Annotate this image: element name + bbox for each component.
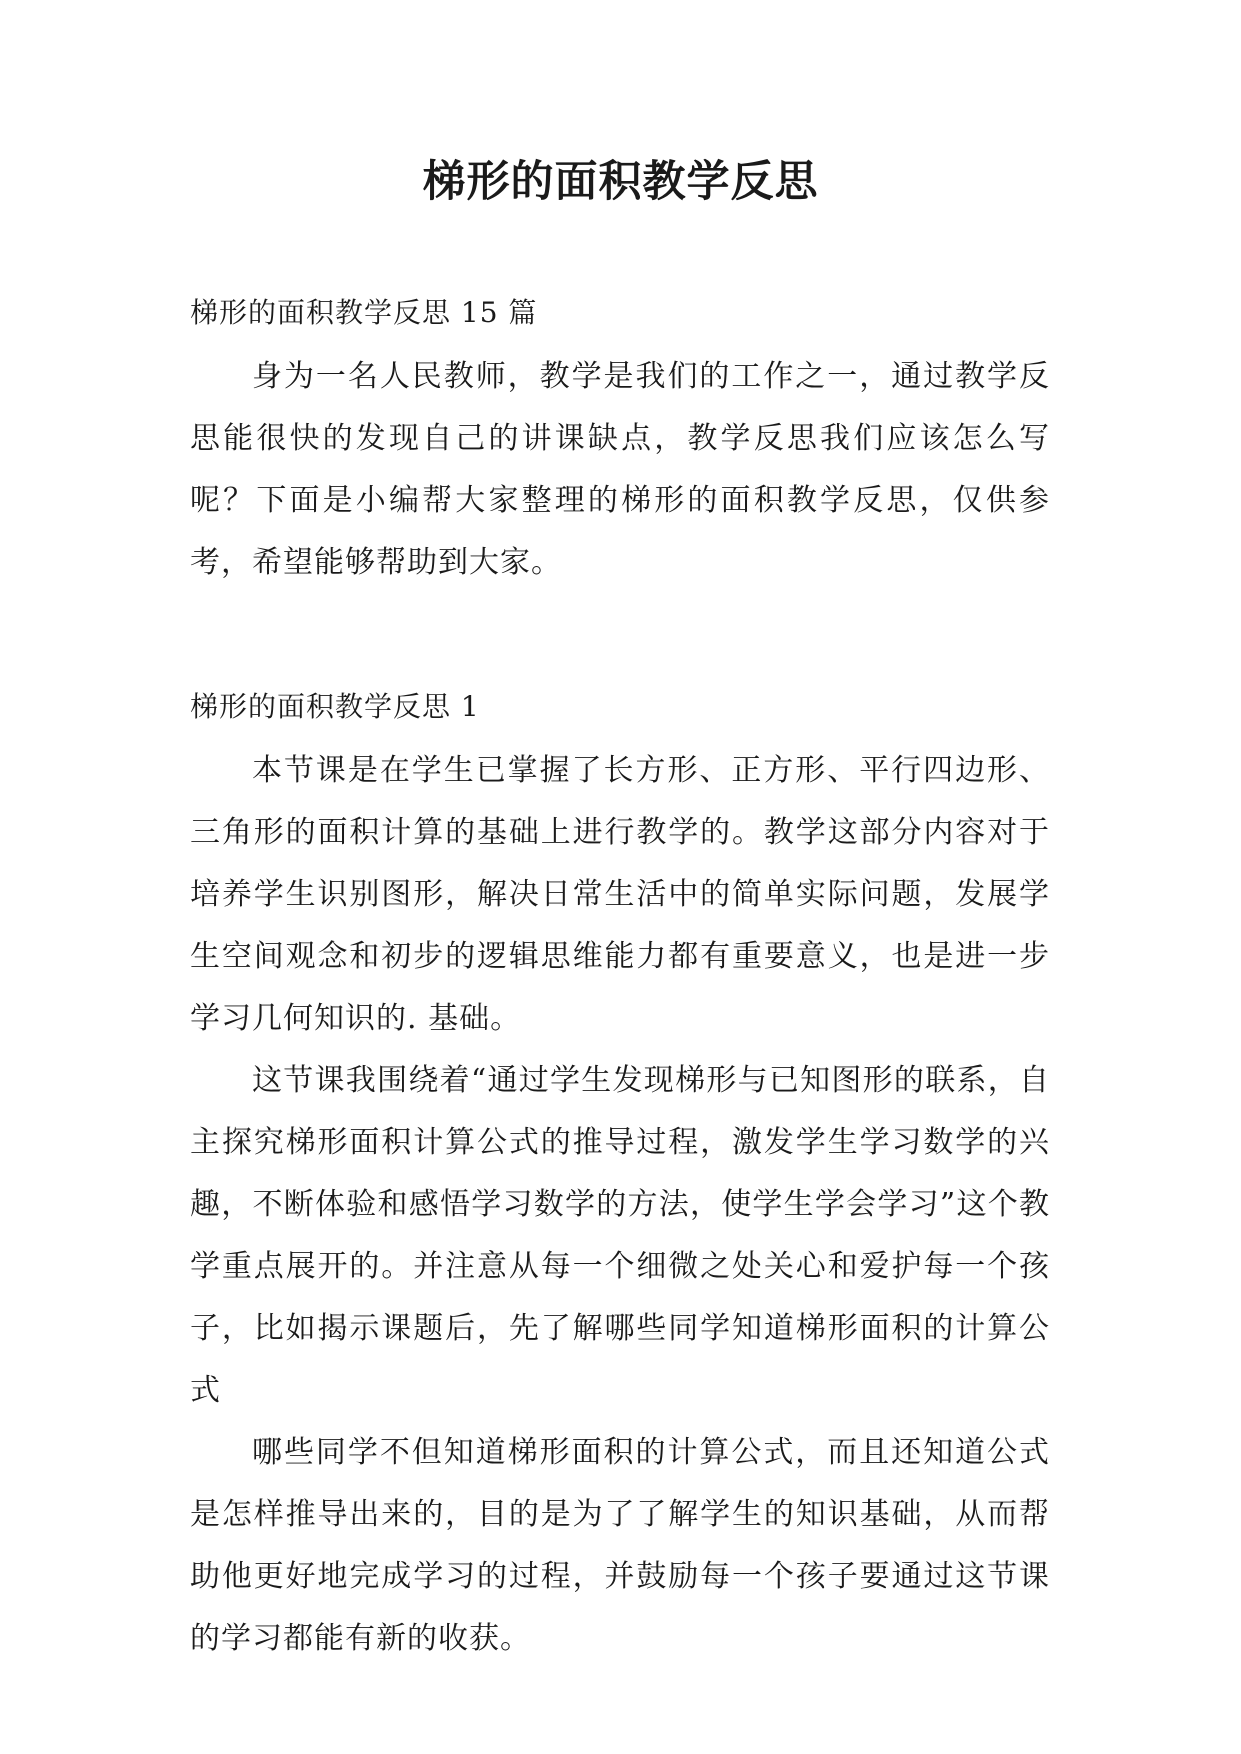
section-1-heading: 梯形的面积教学反思 1 (190, 690, 480, 723)
section-1-paragraph-1: 本节课是在学生已掌握了长方形、正方形、平行四边形、三角形的面积计算的基础上进行教学的。教学这部分内容对于培养学生识别图形，解决日常生活中的简单实际问题，发展学生空间观念和初步的逻辑思维能力都有重要意义，也是进一步学习几何知识的. 基础。 (190, 753, 1050, 1036)
document-title: 梯形的面积教学反思 (422, 157, 819, 207)
intro-heading: 梯形的面积教学反思 15 篇 (190, 296, 538, 329)
document-body (190, 284, 1050, 1670)
section-1-paragraph-3: 哪些同学不但知道梯形面积的计算公式，而且还知道公式是怎样推导出来的，目的是为了了解学生的知识基础，从而帮助他更好地完成学习的过程，并鼓励每一个孩子要通过这节课的学习都能有新的收获。 (190, 1435, 1050, 1656)
intro-paragraph: 身为一名人民教师，教学是我们的工作之一，通过教学反思能很快的发现自己的讲课缺点，教学反思我们应该怎么写呢？下面是小编帮大家整理的梯形的面积教学反思，仅供参考，希望能够帮助到大家。 (190, 359, 1050, 580)
section-1-paragraph-2: 这节课我围绕着“通过学生发现梯形与已知图形的联系，自主探究梯形面积计算公式的推导过程，激发学生学习数学的兴趣，不断体验和感悟学习数学的方法，使学生学会学习”这个教学重点展开的。并注意从每一个细微之处关心和爱护每一个孩子，比如揭示课题后，先了解哪些同学知道梯形面积的计算公式 (190, 1063, 1050, 1408)
